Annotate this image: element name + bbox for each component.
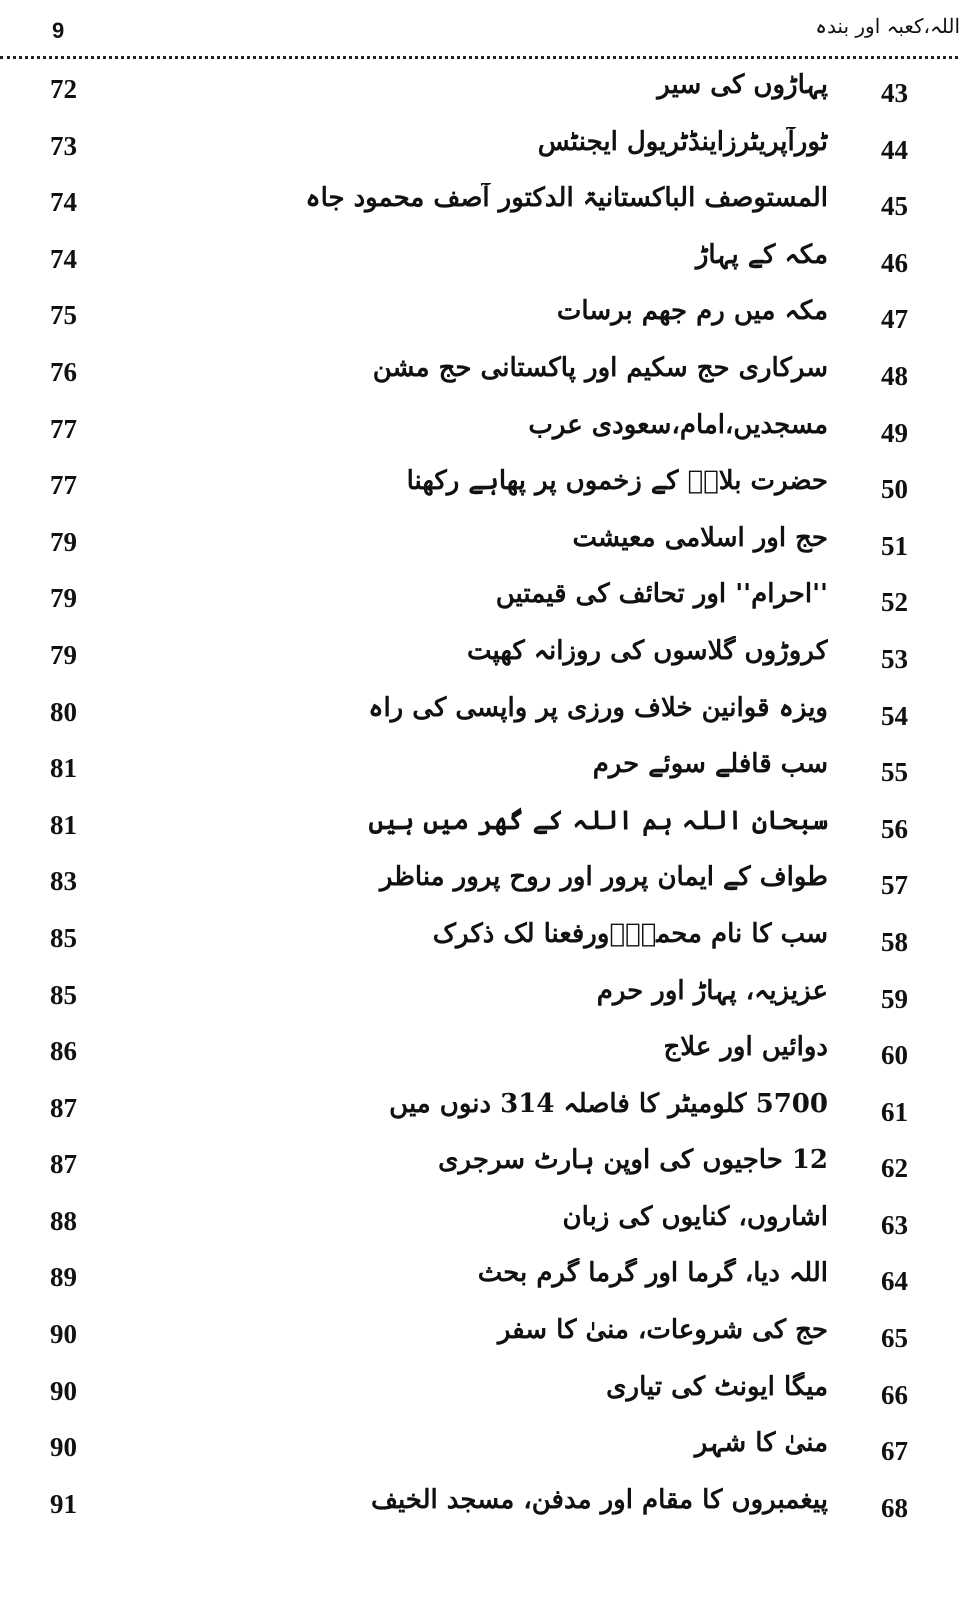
toc-chapter-title: دوائیں اور علاج <box>663 1032 828 1063</box>
toc-chapter-number: 44 <box>881 134 908 165</box>
toc-chapter-number: 50 <box>881 474 908 505</box>
toc-chapter-title: میگا ایونٹ کی تیاری <box>606 1371 828 1402</box>
toc-chapter-title: سب قافلے سوئے حرم <box>592 749 828 780</box>
toc-entry <box>0 236 968 293</box>
toc-entry <box>0 462 968 519</box>
running-title: اللہ،کعبہ اور بندہ <box>815 14 960 38</box>
toc-page-number: 81 <box>50 809 77 840</box>
toc-chapter-title: سبحان اللہ ہم اللہ کے گھر میں ہیں <box>368 805 828 836</box>
toc-chapter-number: 46 <box>881 247 908 278</box>
toc-entry <box>0 123 968 180</box>
toc-entry <box>0 406 968 463</box>
toc-page-number: 86 <box>50 1036 77 1067</box>
toc-page-number: 73 <box>50 130 77 161</box>
toc-chapter-title: حج اور اسلامی معیشت <box>572 522 828 553</box>
toc-chapter-number: 60 <box>881 1040 908 1071</box>
toc-page-number: 74 <box>50 187 77 218</box>
toc-entry <box>0 575 968 632</box>
toc-page-number: 90 <box>50 1432 77 1463</box>
toc-page-number: 79 <box>50 526 77 557</box>
toc-entry <box>0 972 968 1029</box>
toc-entry <box>0 689 968 746</box>
toc-entry <box>0 802 968 859</box>
toc-page-number: 87 <box>50 1149 77 1180</box>
toc-chapter-title: ویزہ قوانین خلاف ورزی پر واپسی کی راہ <box>368 692 828 723</box>
toc-chapter-number: 67 <box>881 1436 908 1467</box>
toc-chapter-number: 58 <box>881 926 908 957</box>
toc-page-number: 85 <box>50 979 77 1010</box>
toc-page-number: 79 <box>50 583 77 614</box>
toc-entry <box>0 349 968 406</box>
toc-chapter-number: 61 <box>881 1096 908 1127</box>
toc-chapter-title: سب کا نام محمدؐ۔ورفعنا لک ذکرک <box>432 918 828 949</box>
toc-chapter-number: 64 <box>881 1266 908 1297</box>
toc-chapter-number: 48 <box>881 360 908 391</box>
toc-chapter-number: 62 <box>881 1153 908 1184</box>
toc-chapter-number: 68 <box>881 1492 908 1523</box>
toc-entry <box>0 1424 968 1481</box>
toc-page-number: 77 <box>50 413 77 444</box>
toc-entry <box>0 1198 968 1255</box>
toc-chapter-title: حج کی شروعات، منیٰ کا سفر <box>497 1315 828 1346</box>
toc-chapter-number: 52 <box>881 587 908 618</box>
toc-chapter-number: 65 <box>881 1323 908 1354</box>
toc-chapter-title: مسجدیں،امام،سعودی عرب <box>528 409 828 440</box>
toc-entry <box>0 1311 968 1368</box>
toc-chapter-number: 66 <box>881 1379 908 1410</box>
toc-chapter-title: المستوصف الباکستانیۃ الدکتور آصف محمود جاہ <box>305 183 828 214</box>
toc-page-number: 80 <box>50 696 77 727</box>
toc-entry <box>0 745 968 802</box>
toc-chapter-number: 63 <box>881 1209 908 1240</box>
toc-page-number: 85 <box>50 922 77 953</box>
toc-page-number: 79 <box>50 639 77 670</box>
toc-page-number: 89 <box>50 1262 77 1293</box>
toc-page-number: 90 <box>50 1375 77 1406</box>
toc-chapter-title: 5700 کلومیٹر کا فاصلہ 314 دنوں میں <box>389 1088 828 1119</box>
toc-page-number: 74 <box>50 243 77 274</box>
toc-entry <box>0 1085 968 1142</box>
toc-chapter-title: مکہ کے پہاڑ <box>695 239 828 270</box>
toc-chapter-number: 56 <box>881 813 908 844</box>
toc-entry <box>0 1141 968 1198</box>
toc-entry <box>0 632 968 689</box>
toc-entry <box>0 1254 968 1311</box>
toc-page-number: 91 <box>50 1488 77 1519</box>
toc-chapter-title: طواف کے ایمان پرور اور روح پرور مناظر <box>379 862 828 893</box>
toc-entry <box>0 179 968 236</box>
table-of-contents <box>0 66 968 1537</box>
toc-chapter-title: حضرت بلالؓ کے زخموں پر پھاہے رکھنا <box>406 466 828 497</box>
toc-chapter-number: 59 <box>881 983 908 1014</box>
toc-chapter-title: منیٰ کا شہر <box>694 1428 828 1459</box>
toc-chapter-number: 45 <box>881 191 908 222</box>
toc-entry <box>0 858 968 915</box>
toc-chapter-title: مکہ میں رم جھم برسات <box>556 296 828 327</box>
toc-chapter-title: کروڑوں گلاسوں کی روزانہ کھپت <box>466 635 828 666</box>
toc-entry <box>0 66 968 123</box>
toc-page-number: 90 <box>50 1319 77 1350</box>
toc-page-number: 81 <box>50 753 77 784</box>
toc-page-number: 76 <box>50 356 77 387</box>
toc-chapter-number: 49 <box>881 417 908 448</box>
toc-chapter-title: عزیزیہ، پہاڑ اور حرم <box>596 975 828 1006</box>
page-number: 9 <box>52 18 65 43</box>
toc-entry <box>0 519 968 576</box>
toc-chapter-number: 57 <box>881 870 908 901</box>
toc-chapter-title: اللہ دیا، گرما اور گرما گرم بحث <box>477 1258 828 1289</box>
toc-page-number: 87 <box>50 1092 77 1123</box>
toc-page-number: 72 <box>50 74 77 104</box>
toc-entry <box>0 1028 968 1085</box>
toc-chapter-title: پہاڑوں کی سیر <box>657 70 828 100</box>
toc-chapter-number: 43 <box>881 78 908 108</box>
toc-chapter-number: 47 <box>881 304 908 335</box>
toc-chapter-title: پیغمبروں کا مقام اور مدفن، مسجد الخیف <box>371 1484 828 1515</box>
toc-entry <box>0 915 968 972</box>
toc-chapter-title: ٹورآپریٹرزاینڈٹریول ایجنٹس <box>537 126 828 157</box>
dotted-divider <box>0 56 958 59</box>
toc-entry <box>0 1481 968 1538</box>
page-header <box>0 0 968 62</box>
toc-entry <box>0 292 968 349</box>
toc-chapter-title: ''احرام'' اور تحائف کی قیمتیں <box>495 579 828 610</box>
toc-chapter-number: 53 <box>881 643 908 674</box>
toc-page-number: 75 <box>50 300 77 331</box>
toc-chapter-number: 54 <box>881 700 908 731</box>
toc-page-number: 88 <box>50 1205 77 1236</box>
toc-page-number: 83 <box>50 866 77 897</box>
toc-chapter-number: 55 <box>881 757 908 788</box>
toc-chapter-number: 51 <box>881 530 908 561</box>
toc-chapter-title: اشاروں، کنایوں کی زبان <box>562 1201 828 1232</box>
toc-page-number: 77 <box>50 470 77 501</box>
toc-chapter-title: 12 حاجیوں کی اوپن ہارٹ سرجری <box>438 1145 828 1176</box>
toc-entry <box>0 1368 968 1425</box>
toc-chapter-title: سرکاری حج سکیم اور پاکستانی حج مشن <box>372 352 828 383</box>
